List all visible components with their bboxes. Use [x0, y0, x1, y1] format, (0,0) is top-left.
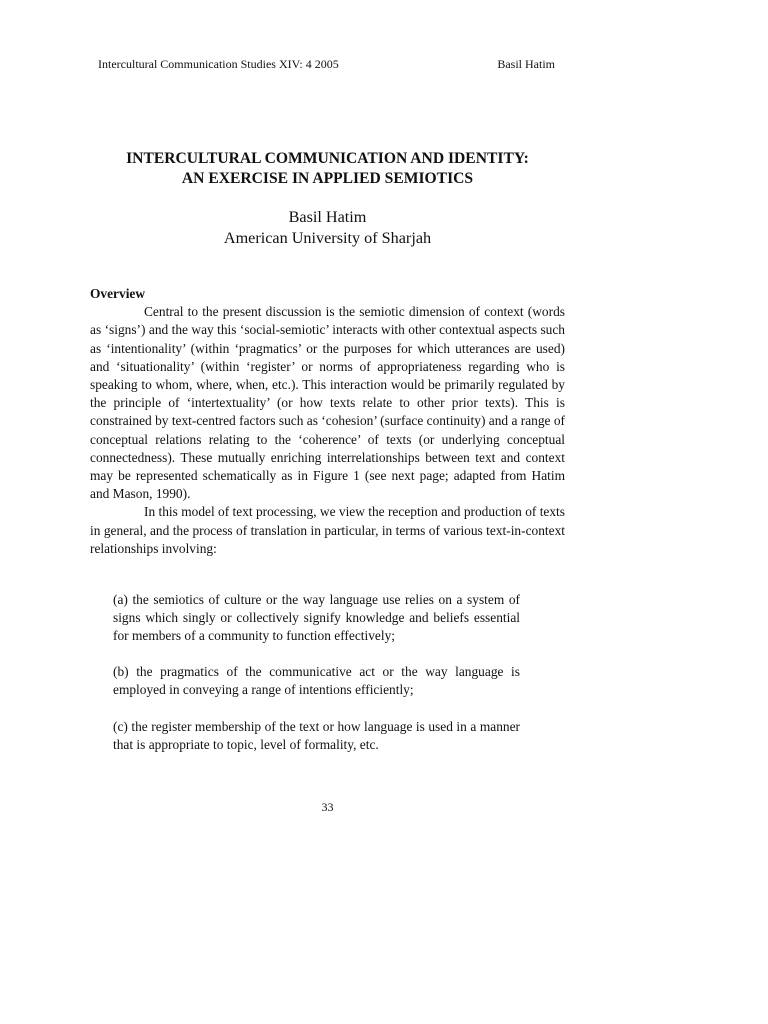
- page-number: 33: [321, 800, 334, 814]
- paragraph: In this model of text processing, we view the reception and production of texts in general, and the process of translation in particular, in terms of various text-in-context relationships involving:: [90, 504, 565, 556]
- title-line-1: INTERCULTURAL COMMUNICATION AND IDENTITY:: [126, 150, 529, 167]
- author-name: Basil Hatim: [288, 208, 367, 226]
- byline: [90, 207, 565, 248]
- list-item-text: (c) the register membership of the text or how language is used in a manner that is appropriate to topic, level of formality, etc.: [113, 719, 520, 753]
- journal-citation: Intercultural Communication Studies XIV: 4 2005: [98, 57, 339, 71]
- author-affiliation: American University of Sharjah: [223, 228, 432, 247]
- overview-section: [90, 285, 565, 558]
- list-item: [113, 591, 520, 646]
- paragraph: Central to the present discussion is the semiotic dimension of context (words as ‘signs’) and the way this ‘social-semiotic’ interacts with other contextual aspects such as ‘intentionality’ (within ‘pragmatics’ or the purposes for which utterances are used) and ‘situationality’ (within ‘register’ or norms of appropriateness regarding who is speaking to whom, where, when, etc.). This interaction would be primarily regulated by the principle of ‘intertextuality’ (or how texts relate to other prior texts). This is constrained by text-centred factors such as ‘cohesion’ (surface continuity) and a range of conceptual relations relating to the ‘coherence’ of texts (or underlying conceptual connectedness). These mutually enriching interrelationships between text and context may be represented schematically as in Figure 1 (see next page; adapted from Hatim and Mason, 1990).: [90, 304, 565, 502]
- list-item: [113, 718, 520, 754]
- section-heading: Overview: [90, 286, 146, 301]
- list-item: [113, 663, 520, 699]
- header-author: Basil Hatim: [497, 57, 555, 71]
- title-line-2: AN EXERCISE IN APPLIED SEMIOTICS: [181, 170, 474, 187]
- list-item-text: (a) the semiotics of culture or the way language use relies on a system of signs which singly or collectively signify knowledge and beliefs essential for members of a community to function effectively;: [113, 592, 520, 644]
- paper-title: [90, 149, 565, 189]
- list-item-text: (b) the pragmatics of the communicative act or the way language is employed in conveying a range of intentions efficiently;: [113, 664, 520, 698]
